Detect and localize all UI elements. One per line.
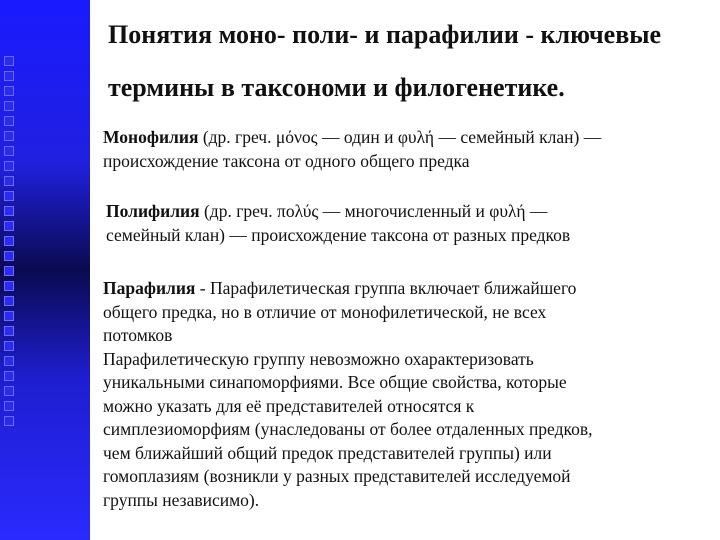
paraphyly-text-line: потомков [103, 325, 173, 345]
polyphyly-line-1-text: (др. греч. πολύς — многочисленный и φυλή — [199, 201, 548, 221]
paraphyly-text-line: чем ближайший общий предок представителей группы) или [103, 442, 552, 463]
paraphyly-text-line: гомоплазиям (возникли у разных представителей исследуемой [103, 466, 571, 486]
decorative-side-bar [0, 0, 90, 540]
decorative-square-pattern [4, 56, 18, 431]
slide-title-line-2: термины в таксономи и филогенетике. [108, 73, 565, 102]
paraphyly-text-line: уникальными синапоморфиями. Все общие свойства, которые [103, 372, 567, 392]
monophyly-definition [103, 126, 713, 173]
polyphyly-line-1 [106, 200, 716, 224]
monophyly-line-1-text: (др. греч. μόνος — один и φυλή — семейный клан) — [198, 127, 602, 147]
paraphyly-text-line: можно указать для её представителей относятся к [103, 395, 475, 416]
paraphyly-term: Парафилия [103, 278, 196, 298]
polyphyly-term: Полифилия [106, 201, 200, 221]
monophyly-line-1 [103, 126, 713, 150]
paraphyly-line-1-text: - Парафилетическая группа включает ближайшего [195, 278, 577, 298]
paraphyly-line-1 [103, 277, 703, 301]
polyphyly-line-2: семейный клан) — происхождение таксона от разных предков [106, 224, 571, 245]
paraphyly-text-line: симплезиоморфиям (унаследованы от более отдаленных предков, [103, 419, 593, 439]
slide-title [108, 8, 718, 114]
slide-title-line-1: Понятия моно- поли- и парафилии - ключевые [108, 20, 662, 49]
monophyly-term: Монофилия [103, 127, 199, 147]
paraphyly-text-line: Парафилетическую группу невозможно охарактеризовать [103, 348, 534, 369]
paraphyly-text-line: общего предка, но в отличие от монофилетической, не всех [103, 301, 547, 322]
paraphyly-definition [103, 277, 703, 512]
paraphyly-text-line: группы независимо). [103, 489, 260, 510]
monophyly-line-2: происхождение таксона от одного общего предка [103, 150, 470, 171]
polyphyly-definition [106, 200, 716, 247]
